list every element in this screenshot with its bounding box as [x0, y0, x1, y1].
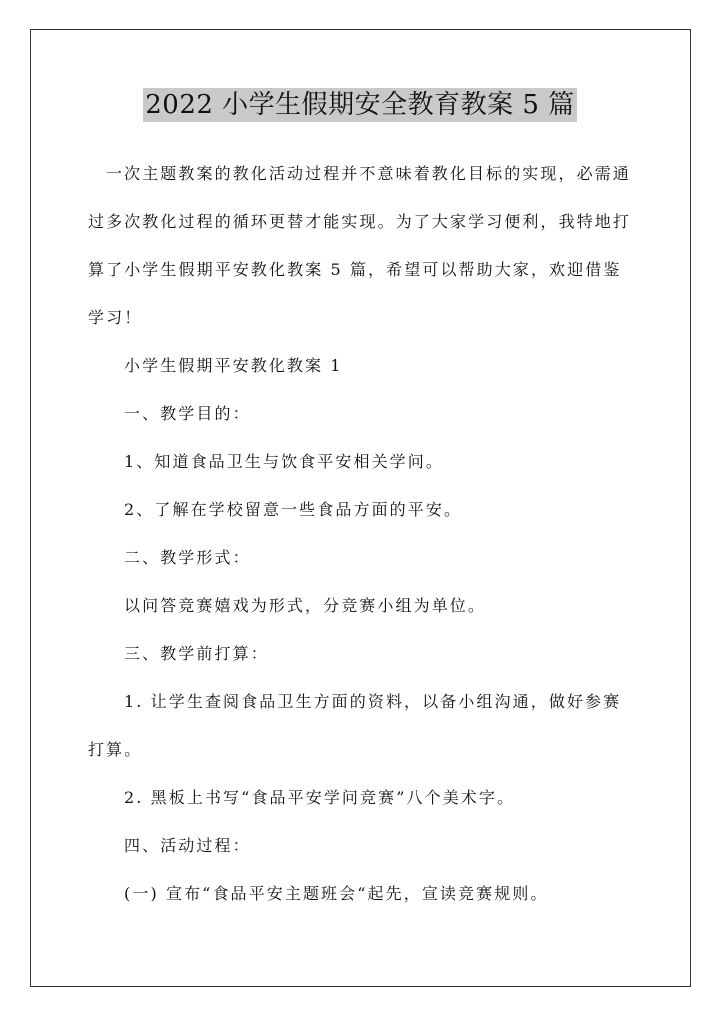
list-item: 1、知道食品卫生与饮食平安相关学问。 [124, 452, 444, 471]
intro-paragraph: 一次主题教案的教化活动过程并不意味着教化目标的实现，必需通过多次教化过程的循环更替才能实现。为了大家学习便利，我特地打算了小学生假期平安教化教案 5 篇，希望可以帮助大家，欢迎借鉴学习！ [88, 164, 632, 327]
subheading-preparation: 三、教学前打算： [124, 644, 269, 663]
document-body [88, 150, 634, 918]
paragraph: 以问答竞赛嬉戏为形式，分竞赛小组为单位。 [124, 596, 487, 615]
list-item: 1. 让学生查阅食品卫生方面的资料，以备小组沟通，做好参赛打算。 [88, 692, 622, 759]
subheading-teaching-goal: 一、教学目的： [124, 404, 251, 423]
list-item: 2、了解在学校留意一些食品方面的平安。 [124, 500, 463, 519]
section-heading: 小学生假期平安教化教案 1 [124, 356, 343, 375]
paragraph: (一) 宣布“食品平安主题班会“起先，宣读竞赛规则。 [124, 884, 549, 903]
document-title: 2022 小学生假期安全教育教案 5 篇 [145, 90, 575, 120]
subheading-activity-process: 四、活动过程： [124, 836, 251, 855]
subheading-teaching-form: 二、教学形式： [124, 548, 251, 567]
title-container [0, 88, 720, 122]
list-item: 2. 黑板上书写“食品平安学问竞赛”八个美术字。 [124, 788, 516, 807]
